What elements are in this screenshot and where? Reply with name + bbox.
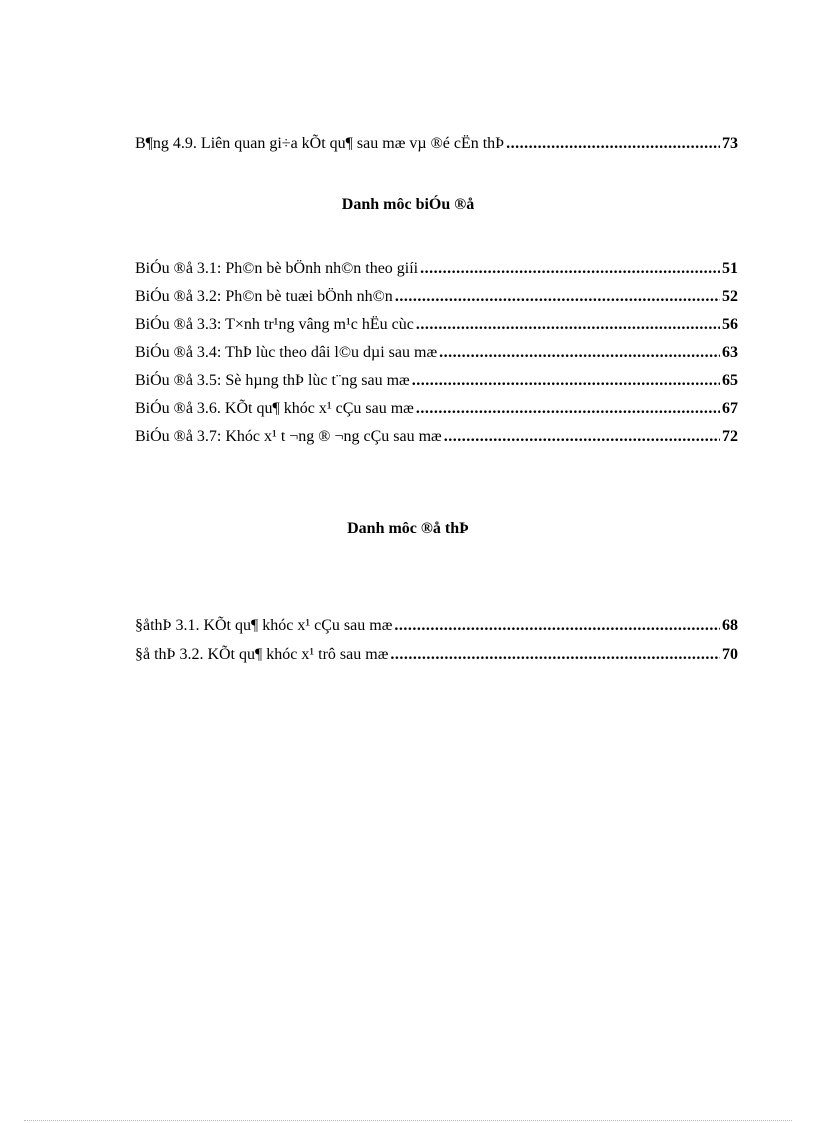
- toc-entry-label: §å thÞ 3.2. KÕt qu¶ khóc x¹ trô sau mæ: [135, 646, 389, 663]
- toc-entry-chart-3-2[interactable]: [135, 287, 738, 307]
- toc-entry-chart-3-3[interactable]: [135, 315, 738, 335]
- dot-leader: [416, 315, 720, 335]
- toc-entry-table-4-9[interactable]: [135, 134, 738, 154]
- toc-entry-label: BiÓu ®å 3.6. KÕt qu¶ khóc x¹ cÇu sau mæ: [135, 400, 414, 417]
- toc-entry-chart-3-1[interactable]: [135, 259, 738, 279]
- toc-entry-page: 63: [722, 344, 738, 361]
- dot-leader: [439, 343, 720, 363]
- toc-entry-label: BiÓu ®å 3.7: Khóc x¹ t ¬ng ® ¬ng cÇu sau mæ: [135, 428, 442, 445]
- toc-entry-graph-3-1[interactable]: [135, 616, 738, 636]
- toc-entry-chart-3-7[interactable]: [135, 427, 738, 447]
- dot-leader: [412, 371, 720, 391]
- toc-entry-chart-3-4[interactable]: [135, 343, 738, 363]
- toc-entry-label: BiÓu ®å 3.1: Ph©n bè bÖnh nh©n theo giíi: [135, 260, 419, 277]
- dot-leader: [394, 616, 720, 636]
- dot-leader: [420, 259, 720, 279]
- toc-entry-page: 73: [722, 135, 738, 152]
- toc-entry-page: 51: [722, 260, 738, 277]
- toc-entry-label: §åthÞ 3.1. KÕt qu¶ khóc x¹ cÇu sau mæ: [135, 617, 393, 634]
- toc-entry-label: BiÓu ®å 3.4: ThÞ lùc theo dâi l©u dµi sau mæ: [135, 344, 438, 361]
- toc-entry-page: 52: [722, 288, 738, 305]
- dot-leader: [395, 287, 720, 307]
- toc-entry-label: BiÓu ®å 3.5: Sè hµng thÞ lùc t¨ng sau mæ: [135, 372, 410, 389]
- toc-entry-label: BiÓu ®å 3.2: Ph©n bè tuæi bÖnh nh©n: [135, 288, 393, 305]
- graphs-list-heading: Danh môc ®å thÞ: [347, 520, 469, 537]
- toc-entry-page: 56: [722, 316, 738, 333]
- dot-leader: [390, 645, 720, 665]
- toc-entry-page: 72: [722, 428, 738, 445]
- dot-leader: [444, 427, 720, 447]
- toc-entry-page: 68: [722, 617, 738, 634]
- toc-entry-chart-3-5[interactable]: [135, 371, 738, 391]
- toc-entry-graph-3-2[interactable]: [135, 645, 738, 665]
- toc-entry-label: BiÓu ®å 3.3: T×nh tr¹ng vâng m¹c hËu cùc: [135, 316, 414, 333]
- charts-list-heading: Danh môc biÓu ®å: [341, 196, 475, 213]
- toc-entry-page: 67: [722, 400, 738, 417]
- toc-entry-label: B¶ng 4.9. Liên quan gi÷a kÕt qu¶ sau mæ vµ ®é cËn thÞ: [135, 135, 505, 152]
- toc-entry-page: 65: [722, 372, 738, 389]
- dot-leader: [416, 399, 720, 419]
- dot-leader: [506, 134, 720, 154]
- toc-entry-chart-3-6[interactable]: [135, 399, 738, 419]
- toc-entry-page: 70: [722, 646, 738, 663]
- page-bottom-divider: [24, 1120, 792, 1121]
